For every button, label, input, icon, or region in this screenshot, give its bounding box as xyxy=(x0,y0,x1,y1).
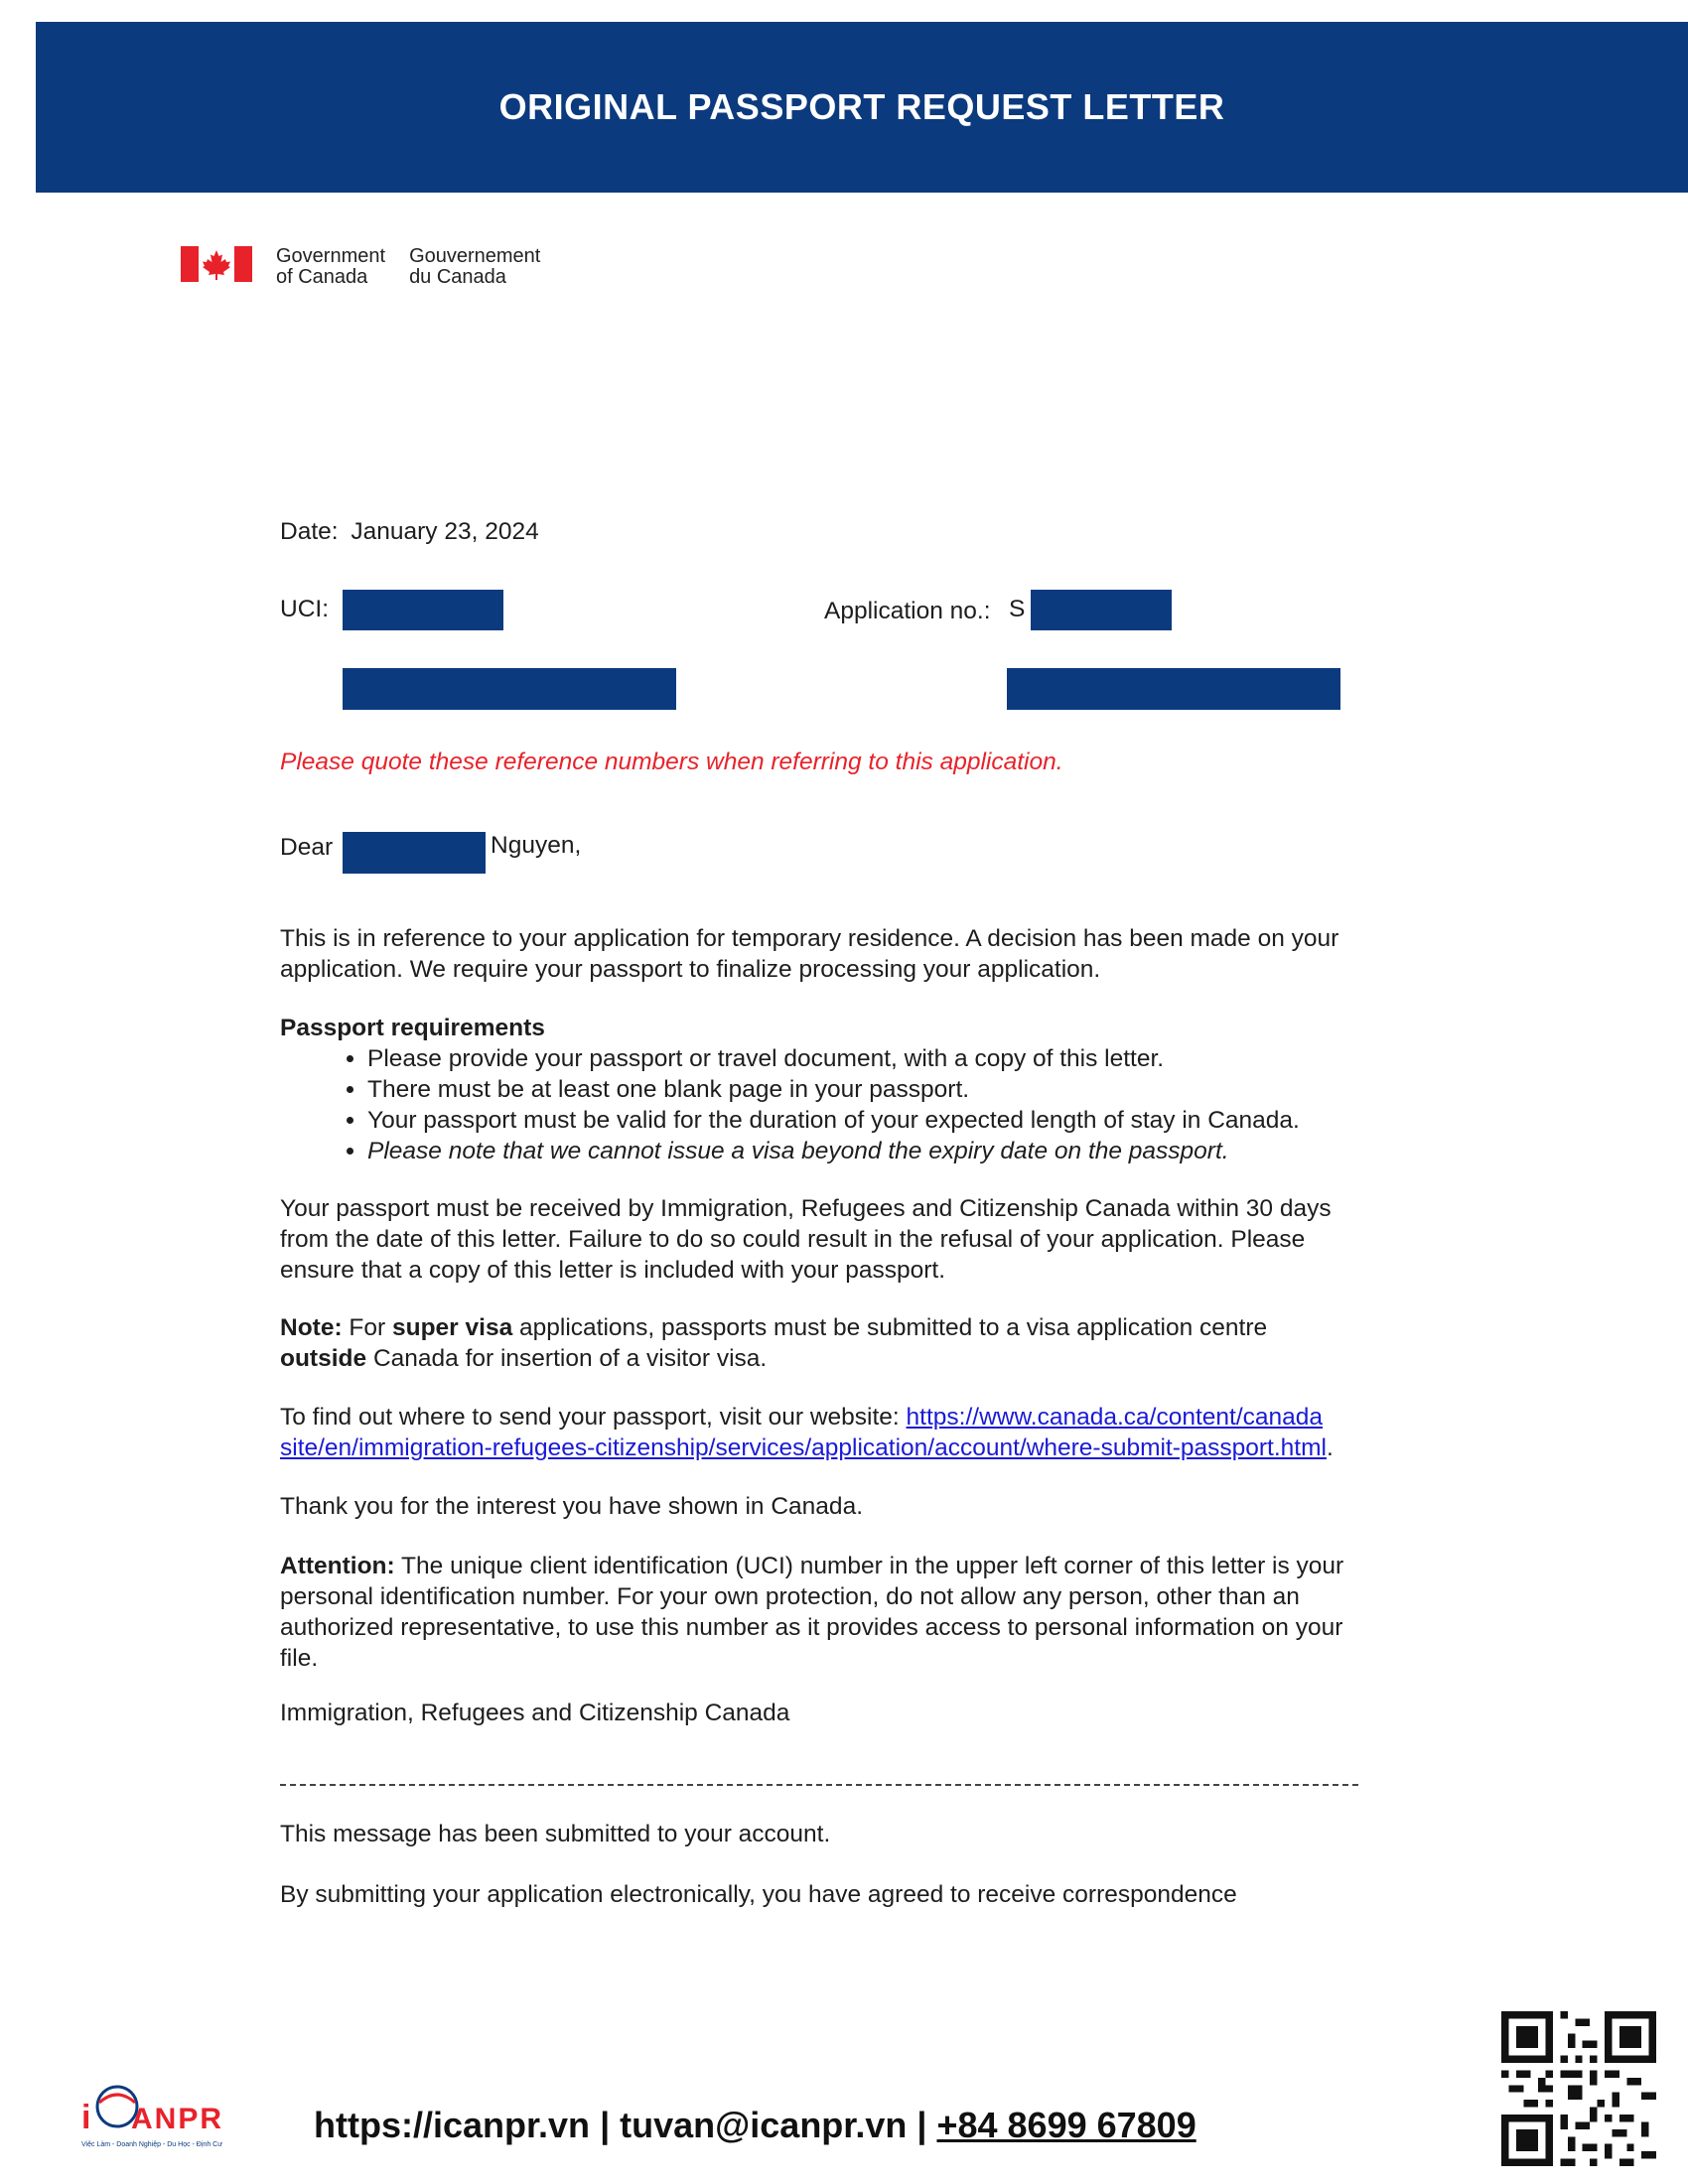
super-visa-note: Note: For super visa applications, passports must be submitted to a visa application centre outside Canada for insertion of a visitor visa. xyxy=(280,1314,1268,1372)
reference-redaction-right xyxy=(1007,668,1340,710)
title-banner xyxy=(36,22,1688,193)
svg-text:Việc Làm - Doanh Nghiệp - Du H: Việc Làm - Doanh Nghiệp - Du Học - Định Cư xyxy=(81,2141,222,2148)
uci-redaction xyxy=(343,590,503,630)
canada-flag-icon xyxy=(181,246,252,282)
footer-contact: https://icanpr.vn | tuvan@icanpr.vn | +84 8699 67809 xyxy=(314,2105,1196,2145)
website-paragraph: To find out where to send your passport, visit our website: https://www.canada.ca/content/canada site/en/immigration-refugees-citizenship/services/application/account/where-submit-passport.html. xyxy=(280,1404,1334,1461)
date-value: January 23, 2024 xyxy=(351,518,539,545)
deadline-paragraph: Your passport must be received by Immigration, Refugees and Citizenship Canada within 30 days from the date of this letter. Failure to do so could result in the refusal of your application. Please ensure that a copy of this letter is included with your passport. xyxy=(280,1195,1332,1284)
reference-redaction-left xyxy=(343,668,676,710)
list-item: • Please provide your passport or travel document, with a copy of this letter. xyxy=(367,1043,1358,1074)
date-label: Date: xyxy=(280,518,339,545)
footer-phone-link[interactable]: +84 8699 67809 xyxy=(936,2105,1196,2145)
salutation: Dear xyxy=(280,834,334,861)
electronic-consent: By submitting your application electronically, you have agreed to receive correspondence xyxy=(280,1881,1237,1908)
icanpr-logo xyxy=(79,2083,258,2157)
application-number-prefix: S xyxy=(1009,596,1026,622)
divider xyxy=(280,1784,1358,1786)
list-item: • Your passport must be valid for the duration of your expected length of stay in Canada. xyxy=(367,1105,1358,1136)
banner-title: ORIGINAL PASSPORT REQUEST LETTER xyxy=(498,86,1225,127)
government-of-canada-logo xyxy=(181,246,540,288)
attention-paragraph: Attention: The unique client identification (UCI) number in the upper left corner of this letter is your personal identification number. For your own protection, do not allow any person, other than an authorized representative, to use this number as it provides access to personal information on your file. xyxy=(280,1553,1344,1672)
passport-submission-link[interactable]: https://www.canada.ca/content/canada site/en/immigration-refugees-citizenship/services/application/account/where-submit-passport.html xyxy=(280,1404,1327,1461)
surname: Nguyen, xyxy=(491,832,582,859)
qr-code xyxy=(1501,2011,1656,2171)
uci-label: UCI: xyxy=(280,596,329,622)
signature: Immigration, Refugees and Citizenship Canada xyxy=(280,1700,790,1726)
quote-reference-note: Please quote these reference numbers when referring to this application. xyxy=(280,749,1063,775)
application-number-redaction xyxy=(1031,590,1172,630)
thanks-paragraph: Thank you for the interest you have shown in Canada. xyxy=(280,1493,863,1520)
gov-name-english: Government of Canada xyxy=(276,245,386,288)
svg-text:i: i xyxy=(81,2099,91,2136)
footer-website-link[interactable]: https://icanpr.vn xyxy=(314,2105,591,2145)
application-number-label: Application no.: xyxy=(824,598,991,624)
attention-label: Attention: xyxy=(280,1553,395,1579)
requirements-list xyxy=(280,1043,1358,1166)
requirements-heading: Passport requirements xyxy=(280,1015,545,1041)
footer-email-link[interactable]: tuvan@icanpr.vn xyxy=(620,2105,908,2145)
date-line xyxy=(280,516,1358,547)
intro-paragraph: This is in reference to your application for temporary residence. A decision has been made on your application. We require your passport to finalize processing your application. xyxy=(280,925,1339,983)
submitted-message: This message has been submitted to your account. xyxy=(280,1821,831,1847)
list-item: • There must be at least one blank page in your passport. xyxy=(367,1074,1358,1105)
gov-name-french: Gouvernement du Canada xyxy=(409,245,541,288)
list-item: • Please note that we cannot issue a visa beyond the expiry date on the passport. xyxy=(367,1136,1358,1166)
note-label: Note: xyxy=(280,1314,343,1341)
first-name-redaction xyxy=(343,832,486,874)
svg-text:ANPR: ANPR xyxy=(131,2103,224,2135)
passport-requirements xyxy=(280,1013,1358,1166)
